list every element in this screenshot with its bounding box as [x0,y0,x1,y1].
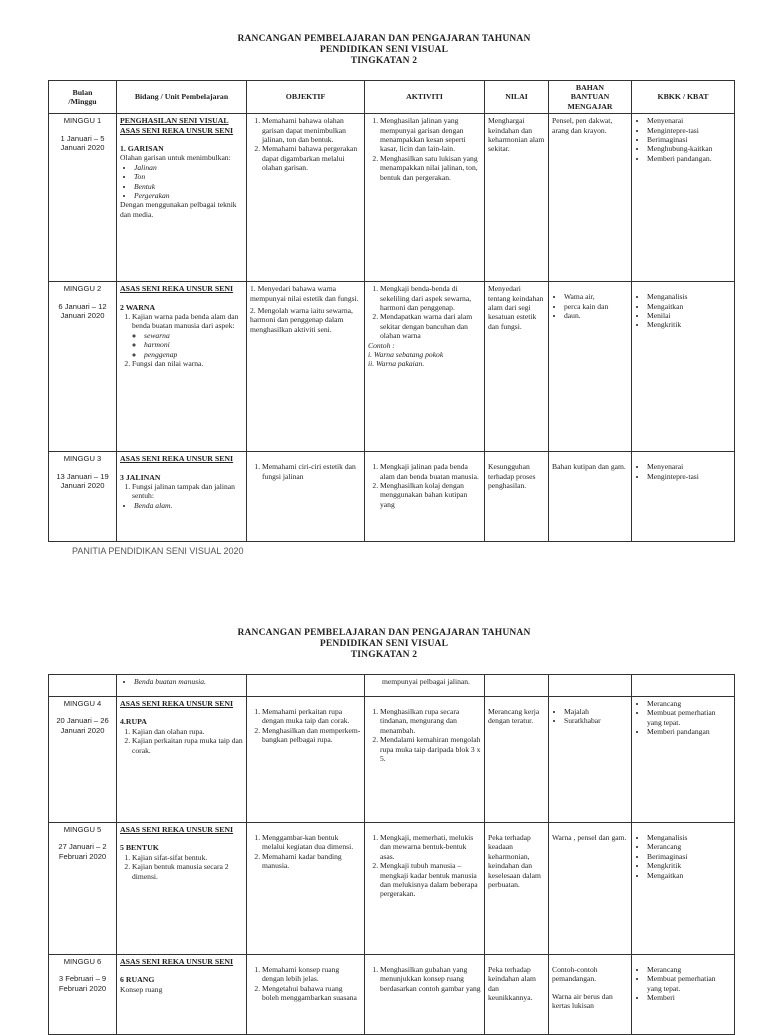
nilai-cell [485,675,549,697]
unit-title: 3 JALINAN [120,472,161,482]
topic-heading: ASAS SENI REKA UNSUR SENI [120,825,234,834]
list-item: 2. Memahami kadar banding manusia. [262,852,361,871]
bahan-cell [549,823,632,955]
bahan-list [552,292,628,320]
aktiviti-list [368,284,481,340]
list-item: • Berimaginasi [647,852,731,861]
objektif-list [250,707,361,745]
bahan-cell: Pensel, pen dakwat, arang dan krayon. [549,114,632,282]
list-item: • perca kain dan [564,302,628,311]
kbkk-cell [632,955,735,1035]
list-item: 1. Kajian sifat-sifat bentuk. [132,853,243,862]
list-item: 1. Fungsi jalinan tampak dan jalinan sentuh: [132,482,243,501]
list-item: • Suratkhabar [564,716,628,725]
week-date: 1 Januari – 5 Januari 2020 [60,133,105,153]
list-item: 2. Mengkaji tubuh manusia – mengkaji kadar bentuk manusia dan melukisnya dalam beberapa pergerakan. [380,861,481,899]
week-label: MINGGU 4 [63,699,102,708]
list-item: • Wama air, [564,292,628,301]
table-row-minggu-5 [49,823,735,955]
kbkk-list [635,965,731,1003]
bidang-cell [117,697,247,823]
list-item: • Mengkritik [647,861,731,870]
list-item: 2. Kajian perkaitan rupa muka taip dan corak. [132,736,243,755]
list-item: • Merancang [647,842,731,851]
nilai-cell [485,955,549,1035]
unit-title: 5 BENTUK [120,843,159,853]
header-bidang: Bidang / Unit Pembelajaran [117,81,247,114]
header-kbkk: KBKK / KBAT [632,81,735,114]
table-row-minggu-4 [49,697,735,823]
list-item: • Menyenarai [647,462,731,471]
list-item: • Menganalisis [647,292,731,301]
list-item: 2. Mengetahui bahawa ruang boleh menggambarkan suasana [262,984,361,1003]
week-cell [49,697,117,823]
list-item: 1. Memahami bahawa olahan garisan dapat menimbulkan jalinan, ton dan bentuk. [262,116,361,144]
aktiviti-text: mempunyai pelbagai jalinan. [382,677,470,686]
week-cell [49,955,117,1035]
header-aktiviti: AKTIVITI [365,81,485,114]
title-line-3: TINGKATAN 2 [350,56,418,66]
topic-heading: ASAS SENI REKA UNSUR SENI [120,284,234,294]
nilai-cell: Menghargai keindahan dan keharmonian alam sekitar. [485,114,549,282]
bidang-cell [117,955,247,1035]
list-item: • Memberi pandangan. [647,154,731,163]
list-item: 2. Menghasilkan dan memperkem-bangkan pelbagai rupa. [262,726,361,745]
unit-title: 4.RUPA [120,717,147,727]
list-item: • Jalinan [134,163,243,172]
list-item: 2. Mendapatkan warna dari alam sekitar dengan bancuhan dan olahan warna [380,312,481,340]
week-date: 27 Januari – 2 Februari 2020 [58,842,107,861]
topic-subheading: ASAS SENI REKA UNSUR SENI [120,125,234,135]
list-item: 2. Kajian bentuk manusia secara 2 dimensi. [132,862,243,881]
unit-list [120,727,243,755]
list-item: • Mengintepre-tasi [647,126,731,135]
kbkk-list [635,462,731,481]
kbkk-list [635,292,731,330]
bahan-cell [549,452,632,542]
aktiviti-list [368,707,481,763]
list-item: • Memberi pandangan [647,727,731,736]
objektif-cell [247,823,365,955]
title-line-2: PENDIDIKAN SENI VISUAL [319,639,449,649]
kbkk-list [635,833,731,880]
list-item: 1. Kajian warna pada benda alam dan benda buatan manusia dari aspek: ◦ sewarna ◦ harmoni ◦ penggenap [132,312,243,359]
list-item: • Merancang [647,699,731,708]
list-item: 1. Mengkaji, memerhati, melukis dan mewarna bentuk-bentuk asas. [380,833,481,861]
list-item: 2. Memahami bahawa pergerakan dapat digambarkan melalui olahan garisan. [262,144,361,172]
unit-list [120,312,243,368]
list-item: 2. Menghasilkan satu lukisan yang menampakkan nilai jalinan, ton, bentuk dan pergerakan. [380,154,481,182]
list-item: • Majalah [564,707,628,716]
nilai-cell [485,452,549,542]
bahan-cell [549,955,632,1035]
bidang-cell [117,452,247,542]
list-item: 1. Menghasilkan gubahan yang menunjukkan konsep ruang berdasarkan contoh gambar yang [380,965,481,993]
aktiviti-cell [365,282,485,452]
bahan-cell [549,282,632,452]
list-item: 1. Menggambar-kan bentuk melalui kegiatan dua dimensi. [262,833,361,852]
contoh-label: Contoh : [368,340,395,350]
list-item: • Mengaitkan [647,871,731,880]
week-date: 13 Januari – 19 Januari 2020 [56,471,109,491]
table-row-minggu-6 [49,955,735,1035]
kbkk-list [635,116,731,163]
rpt-table-page-1 [48,80,735,542]
kbkk-list [635,699,731,737]
objektif-list [250,833,361,871]
contoh-item: i. Warna sebatang pokok [368,350,444,360]
aktiviti-list [368,116,481,182]
week-label: MINGGU 3 [63,454,102,464]
list-item: ◦ penggenap [144,350,243,359]
table-row-continuation [49,675,735,697]
kbkk-cell [632,697,735,823]
kbkk-cell [632,675,735,697]
objektif-cell [247,697,365,823]
unit-intro: Konsep ruang [120,984,163,994]
unit-title: 1. GARISAN [120,144,164,154]
list-item: • Menilai [647,311,731,320]
topic-heading: ASAS SENI REKA UNSUR SENI [120,454,234,464]
nilai-cell [485,823,549,955]
list-item: • Merancang [647,965,731,974]
aktiviti-list [368,462,481,509]
list-item: 2. Menghasilkan kolaj dengan menggunakan bahan kutipan yang [380,481,481,509]
kbkk-cell [632,282,735,452]
list-item: • Memberi [647,993,731,1002]
bahan-list [552,707,628,726]
list-item: 1. Menghasilan jalinan yang mempunyai garisan dengan menampakkan kesan seperti kasar, licin dan lain-lain. [380,116,481,154]
topic-heading: PENGHASILAN SENI VISUAL [120,116,229,126]
week-label: MINGGU 1 [63,116,102,126]
week-label: MINGGU 5 [63,825,102,834]
header-nilai: NILAI [485,81,549,114]
nilai-cell [485,697,549,823]
bahan-text: Bahan kutipan dan gam. [552,462,626,472]
aktiviti-cell [365,955,485,1035]
document-title [0,34,768,67]
table-row-minggu-1 [49,114,735,282]
objektif-item: 2. Mengolah warna iaitu sewarna, harmoni dan penggenap dalam menghasilkan aktiviti seni. [250,306,353,334]
bahan-text: Contoh-contoh pemandangan. [552,965,598,984]
objektif-cell [247,282,365,452]
title-line-1: RANCANGAN PEMBELAJARAN DAN PENGAJARAN TAHUNAN [237,628,531,638]
unit-intro: Olahan garisan untuk menimbulkan: [120,153,231,163]
list-item: 2. Mendalami kemahiran mengolah rupa muka taip daripada blok 3 x 5. [380,735,481,763]
nilai-cell: Menyedari tentang keindahan alam dari segi kesatuan estetik dan fungsi. [485,282,549,452]
week-cell [49,282,117,452]
aktiviti-cell [365,697,485,823]
week-date: 3 Februari – 9 Februari 2020 [58,974,107,993]
header-bulan: Bulan /Minggu [49,81,117,114]
kbkk-cell [632,823,735,955]
unit-bullets [120,677,243,686]
week-cell [49,823,117,955]
list-item: 1. Mengkaji jalinan pada benda alam dan benda buatan manusia. [380,462,481,481]
title-line-1: RANCANGAN PEMBELAJARAN DAN PENGAJARAN TAHUNAN [237,34,531,44]
bidang-cell [117,282,247,452]
list-item: 1. Memahami perkaitan rupa dengan muka taip dan corak. [262,707,361,726]
objektif-cell [247,452,365,542]
week-cell [49,675,117,697]
objektif-list [250,462,361,481]
list-item: 1. Mengkaji benda-benda di sekeliling dari aspek sewarna, harmoni dan penggenap. [380,284,481,312]
header-row [49,81,735,114]
unit-list [120,853,243,881]
list-item: ◦ harmoni [144,340,243,349]
unit-bullets [120,501,243,510]
unit-title: 2 WARNA [120,302,156,312]
unit-list [120,482,243,501]
list-item: • Menghubung-kaitkan [647,144,731,153]
bidang-cell [117,114,247,282]
unit-bullets [120,163,243,201]
list-item: • Ton [134,172,243,181]
list-item: • Membuat pemerhatian yang tepat. [647,708,731,727]
nilai-text: Merancang kerja dengan teratur. [488,707,540,726]
unit-title: 6 RUANG [120,975,155,985]
list-item: 1. Kajian dan olahan rupa. [132,727,243,736]
list-item: • Menganalisis [647,833,731,842]
table-row-minggu-2 [49,282,735,452]
aktiviti-cell [365,452,485,542]
list-item: • daun. [564,311,628,320]
title-line-2: PENDIDIKAN SENI VISUAL [319,45,449,55]
objektif-cell [247,675,365,697]
week-label: MINGGU 6 [63,957,102,966]
title-line-3: TINGKATAN 2 [350,650,418,660]
nilai-text: Peka terhadap keindahan alam dan keunikkannya. [488,965,536,1003]
bidang-cell [117,823,247,955]
page-footer: PANITIA PENDIDIKAN SENI VISUAL 2020 [72,546,244,556]
list-item: • Pergerakan [134,191,243,200]
objektif-cell [247,114,365,282]
list-item: • Mengaitkan [647,302,731,311]
contoh-item: ii. Warna pakaian. [368,359,425,369]
document-title [0,628,768,661]
list-item: ◦ sewarna [144,331,243,340]
objektif-list [250,116,361,172]
bahan-text: Warna air berus dan kertas lukisan [552,991,613,1011]
list-item: • Bentuk [134,182,243,191]
table-row-minggu-3 [49,452,735,542]
list-item: • Berimaginasi [647,135,731,144]
list-item: • Benda alam. [134,501,243,510]
aktiviti-list [368,965,481,993]
bidang-cell [117,675,247,697]
aktiviti-cell [365,675,485,697]
nilai-text: Kesungguhan terhadap proses penghasilan. [488,462,536,491]
header-objektif: OBJEKTIF [247,81,365,114]
list-item: • Mengintepre-tasi [647,472,731,481]
week-cell [49,452,117,542]
objektif-item: 1. Menyedari bahawa warna mempunyai nilai estetik dan fungsi. [250,284,359,303]
unit-note: Dengan menggunakan pelbagai teknik dan media. [120,200,237,219]
header-bahan: BAHAN BANTUAN MENGAJAR [549,81,632,114]
rpt-table-page-2 [48,674,735,1035]
bahan-text: Warna , pensel dan gam. [552,833,627,842]
kbkk-cell [632,114,735,282]
week-cell [49,114,117,282]
bahan-cell [549,675,632,697]
bahan-cell [549,697,632,823]
list-item: • Mengkritik [647,320,731,329]
list-item: 1. Memahami ciri-ciri estetik dan fungsi jalinan [262,462,361,481]
list-item: 2. Fungsi dan nilai warna. [132,359,243,368]
objektif-list [250,965,361,1003]
list-item: • Membuat pemerhatian yang tepat. [647,974,731,993]
kbkk-cell [632,452,735,542]
list-item: • Benda buatan manusia. [134,677,243,686]
topic-heading: ASAS SENI REKA UNSUR SENI [120,699,234,708]
list-item: 1. Memahami konsep ruang dengan lebih jelas. [262,965,361,984]
nilai-text: Peka terhadap keadaan keharmonian, keindahan dan keselesaan dalam perbuatan. [488,833,541,890]
topic-heading: ASAS SENI REKA UNSUR SENI [120,957,234,966]
week-date: 6 Januari – 12 Januari 2020 [58,301,107,321]
list-item: 1. Menghasilkan rupa secara tindanan, mengurang dan menambah. [380,707,481,735]
week-label: MINGGU 2 [63,284,102,294]
unit-bullets [132,331,243,359]
objektif-cell [247,955,365,1035]
aktiviti-cell [365,823,485,955]
list-item: • Menyenarai [647,116,731,125]
aktiviti-cell [365,114,485,282]
week-date: 20 Januari – 26 Januari 2020 [56,716,109,735]
aktiviti-list [368,833,481,899]
